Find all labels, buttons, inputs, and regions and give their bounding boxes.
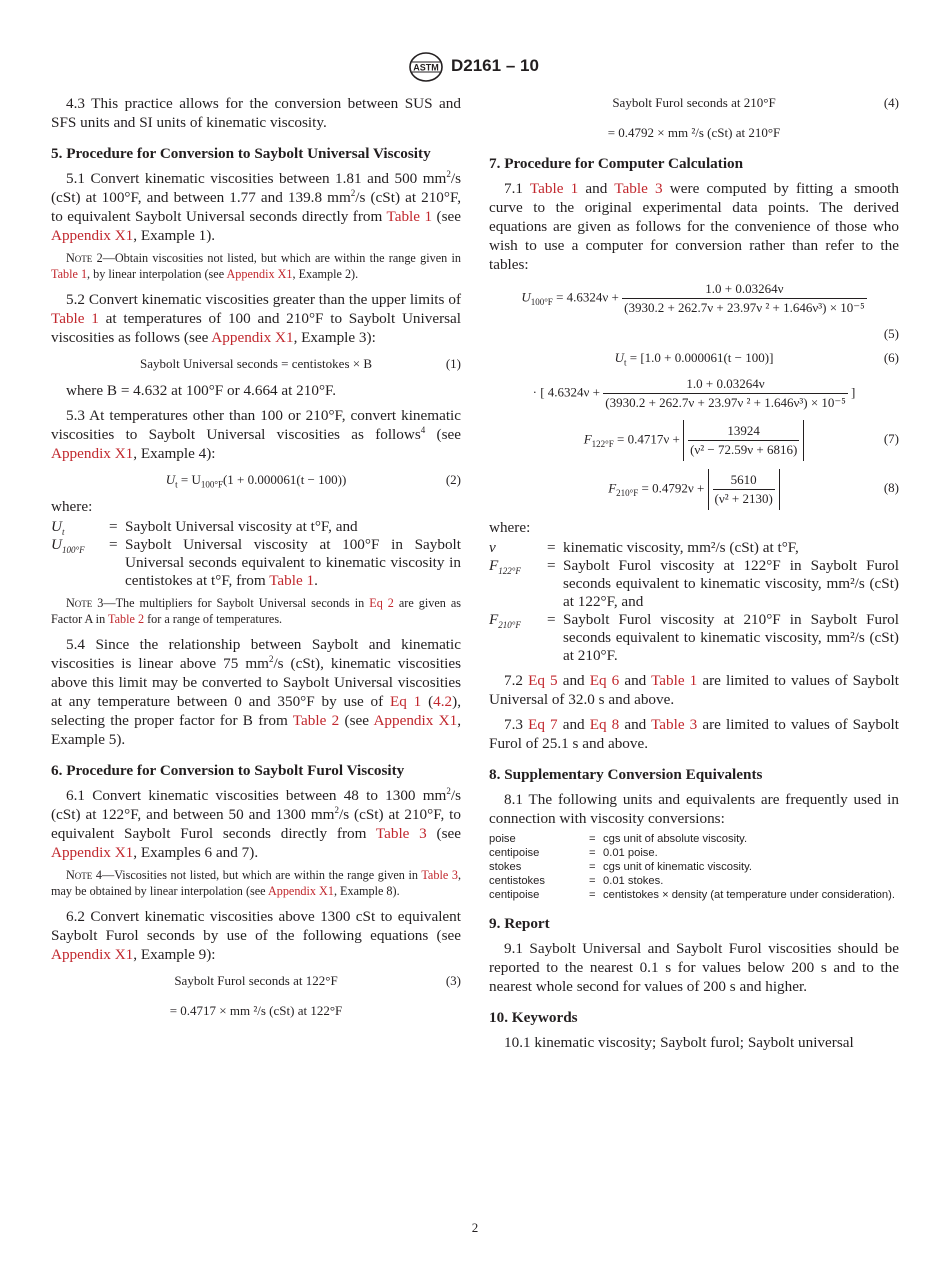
equation-1: Saybolt Universal seconds = centistokes × B (1)	[139, 356, 461, 371]
paragraph-5-2: 5.2 Convert kinematic viscosities greater than the upper limits of Table 1 at temperatures of 100 and 210°F to Saybolt Universal viscosities as follows (see Appendix X1, Example 3):	[51, 291, 461, 346]
equation-8: $F_{210^\circ F} = 0.4792\nu$ + $\frac{5610}{\text{(ν² + 2130)}}$ (8)	[489, 469, 899, 510]
table-2-link[interactable]: Table 2	[292, 712, 340, 729]
equation-number: (8)	[883, 480, 899, 495]
paragraph-10-1: 10.1 kinematic viscosity; Saybolt furol; Saybolt universal	[504, 1034, 854, 1051]
definition-row: $U_{100^\circ F}$ = Saybolt Universal viscosity at 100°F in Saybolt Universal seconds equivalent to kinematic viscosity in centistokes at t°F, from Table 1.	[51, 536, 461, 589]
paragraph-7-3: 7.3 Eq 7 and Eq 8 and Table 3 are limited to values of Saybolt Furol of 25.1 s and above.	[489, 716, 900, 752]
right-column	[489, 94, 899, 1052]
definition-row: $U_t$ = Saybolt Universal viscosity at t°F, and	[51, 518, 358, 538]
eq-2-link[interactable]: Eq 2	[369, 596, 394, 610]
section-6-heading: 6. Procedure for Conversion to Saybolt Furol Viscosity	[51, 762, 405, 779]
equation-4: Saybolt Furol seconds at 210°F (4)	[612, 95, 899, 110]
conversion-list	[489, 832, 899, 902]
definition-row: $F_{122^\circ F}$ = Saybolt Furol viscosity at 122°F in Saybolt Furol seconds equivalent to kinematic viscosity, mm²/s (cSt) at 122°F, and	[489, 557, 899, 610]
paragraph-4-3: 4.3 This practice allows for the conversion between SUS and SFS units and SI units of kinematic viscosity.	[51, 95, 461, 131]
where-b-text: where B = 4.632 at 100°F or 4.664 at 210°F.	[66, 382, 337, 399]
equation-number: (2)	[445, 472, 461, 487]
appendix-x1-link[interactable]: Appendix X1	[51, 946, 134, 963]
equation-5-number-row	[489, 325, 899, 343]
table-3-link[interactable]: Table 3	[651, 716, 698, 733]
table-1-link[interactable]: Table 1	[269, 572, 315, 589]
left-column	[51, 94, 461, 1028]
appendix-x1-link[interactable]: Appendix X1	[51, 227, 134, 244]
note-4: Note 4—Viscosities not listed, but which are within the range given in Table 3, may be obtained by linear interpolation (see Appendix X1, Example 8).	[51, 868, 461, 898]
document-id: D2161 – 10	[451, 56, 539, 75]
appendix-x1-link[interactable]: Appendix X1	[211, 329, 294, 346]
paragraph-5-3: 5.3 At temperatures other than 100 or 210°F, convert kinematic viscosities to Saybolt Universal viscosities as follows$^4$ (see Appendix X1, Example 4):	[51, 407, 462, 462]
section-4-2-link[interactable]: 4.2	[433, 693, 453, 710]
equation-6: $U_t = [1.0 + 0.000061(t - 100)]$ (6)	[614, 350, 899, 368]
conversion-row: centipoise = centistokes × density (at temperature under consideration).	[489, 889, 895, 901]
table-3-link[interactable]: Table 3	[614, 180, 663, 197]
equation-4-line-2: = 0.4792 × mm ²/s (cSt) at 210°F	[607, 125, 781, 140]
equation-3-line-2: = 0.4717 × mm ²/s (cSt) at 122°F	[169, 1003, 343, 1018]
appendix-x1-link[interactable]: Appendix X1	[226, 266, 293, 281]
definitions-eq2	[51, 518, 461, 590]
equation-number: (1)	[445, 356, 461, 371]
table-3-link[interactable]: Table 3	[375, 825, 427, 842]
section-7-heading: 7. Procedure for Computer Calculation	[489, 155, 744, 172]
paragraph-7-1: 7.1 Table 1 and Table 3 were computed by fitting a smooth curve to the original experimental data points. The derived equations are given as follows for the convenience of those who wish to use a computer for conversion rather than refer to the tables:	[489, 180, 899, 273]
definition-row: $F_{210^\circ F}$ = Saybolt Furol viscosity at 210°F in Saybolt Furol seconds equivalent to kinematic viscosity, mm²/s (cSt) at 210°F.	[489, 611, 899, 664]
paragraph-6-1: 6.1 Convert kinematic viscosities between 48 to 1300 $mm^2/s$ (cSt) at 122°F, and between 50 and 1300 $mm^2/s$ (cSt) at 210°F, to equivalent Saybolt Furol seconds directly from Table 3 (see Appendix X1, Examples 6 and 7).	[51, 785, 461, 861]
eq-1-link[interactable]: Eq 1	[390, 693, 422, 710]
note-2: Note 2—Obtain viscosities not listed, but which are within the range given in Table 1, by linear interpolation (see Appendix X1, Example 2).	[51, 251, 461, 281]
appendix-x1-link[interactable]: Appendix X1	[51, 844, 134, 861]
section-10-heading: 10. Keywords	[489, 1009, 578, 1026]
equation-5: $U_{100^\circ F} = 4.6324\nu$ + $\frac{1.0 + 0.03264\nu}{\text{(3930.2 + 262.7ν + 23.97ν ² + 1.646ν³) × 10⁻⁵}}$	[521, 281, 865, 315]
conversion-row: stokes = cgs unit of kinematic viscosity.	[489, 861, 753, 873]
table-1-link[interactable]: Table 1	[529, 180, 579, 197]
eq-8-link[interactable]: Eq 8	[589, 716, 620, 733]
table-1-link[interactable]: Table 1	[386, 208, 433, 225]
page-header	[0, 52, 950, 82]
paragraph-8-1: 8.1 The following units and equivalents are frequently used in connection with viscosity conversions:	[489, 791, 899, 827]
equation-3: Saybolt Furol seconds at 122°F (3)	[174, 973, 461, 988]
equation-number: (4)	[883, 95, 899, 110]
equation-number: (6)	[883, 350, 899, 365]
table-2-link[interactable]: Table 2	[108, 611, 145, 626]
equation-7: $F_{122^\circ F} = 0.4717\nu$ + $\frac{13924}{\text{(ν² − 72.59ν + 6816)}}$ (7)	[489, 420, 899, 461]
conversion-row: centipoise = 0.01 poise.	[489, 847, 658, 859]
appendix-x1-link[interactable]: Appendix X1	[267, 883, 334, 898]
conversion-row: poise = cgs unit of absolute viscosity.	[489, 833, 748, 845]
eq-5-link[interactable]: Eq 5	[528, 672, 558, 689]
table-1-link[interactable]: Table 1	[51, 266, 88, 281]
paragraph-5-4: 5.4 Since the relationship between Saybolt and kinematic viscosities is linear above 75 $mm^2/s$ (cSt), kinematic viscosities above this limit may be converted to Saybolt Universal viscosities at any temperature between 0 and 350°F by use of Eq 1 (4.2), selecting the proper factor for B from Table 2 (see Appendix X1, Example 5).	[51, 636, 461, 748]
table-3-link[interactable]: Table 3	[421, 868, 458, 882]
appendix-x1-link[interactable]: Appendix X1	[373, 712, 458, 729]
section-9-heading: 9. Report	[489, 915, 550, 932]
where-label: where:	[489, 519, 531, 536]
table-1-link[interactable]: Table 1	[51, 310, 99, 327]
paragraph-6-2: 6.2 Convert kinematic viscosities above 1300 cSt to equivalent Saybolt Furol seconds by use of the following equations (see Appendix X1, Example 9):	[51, 908, 461, 963]
paragraph-5-1: 5.1 Convert kinematic viscosities between 1.81 and 500 $mm^2/s$ (cSt) at 100°F, and between 1.77 and 139.8 $mm^2/s$ (cSt) at 210°F, to equivalent Saybolt Universal seconds directly from Table 1 (see Appendix X1, Example 1).	[51, 168, 461, 244]
paragraph-9-1: 9.1 Saybolt Universal and Saybolt Furol viscosities should be reported to the nearest 0.1 s for values below 200 s and to the nearest whole second for values of 200 s and higher.	[489, 940, 899, 995]
note-3: Note 3—The multipliers for Saybolt Universal seconds in Eq 2 are given as Factor A in Table 2 for a range of temperatures.	[51, 596, 462, 626]
appendix-x1-link[interactable]: Appendix X1	[51, 445, 134, 462]
eq-6-link[interactable]: Eq 6	[589, 672, 620, 689]
page-number: 2	[471, 1220, 479, 1235]
equation-number: (3)	[445, 973, 461, 988]
equation-6-continuation: · [ 4.6324ν + $\frac{1.0 + 0.03264\nu}{\text{(3930.2 + 262.7ν + 23.97ν ² + 1.646ν³) × 10⁻⁵}}$ ]	[532, 376, 856, 410]
definitions-eq7-8	[489, 539, 899, 665]
equation-number: (5)	[883, 326, 899, 341]
paragraph-7-2: 7.2 Eq 5 and Eq 6 and Table 1 are limited to values of Saybolt Universal of 32.0 s and above.	[489, 672, 900, 708]
equation-2: $U_t = U_{100^\circ F}(1 + 0.000061(t - 100))$ (2)	[165, 472, 461, 490]
where-label: where:	[51, 498, 93, 515]
definition-row: ν = kinematic viscosity, mm²/s (cSt) at t°F,	[489, 539, 799, 556]
section-8-heading: 8. Supplementary Conversion Equivalents	[489, 766, 763, 783]
equation-number: (7)	[883, 431, 899, 446]
astm-logo-icon	[409, 52, 443, 82]
section-5-heading: 5. Procedure for Conversion to Saybolt Universal Viscosity	[51, 145, 431, 162]
eq-7-link[interactable]: Eq 7	[528, 716, 558, 733]
table-1-link[interactable]: Table 1	[651, 672, 698, 689]
conversion-row: centistokes = 0.01 stokes.	[489, 875, 664, 887]
svg-text:ASTM: ASTM	[413, 62, 439, 73]
